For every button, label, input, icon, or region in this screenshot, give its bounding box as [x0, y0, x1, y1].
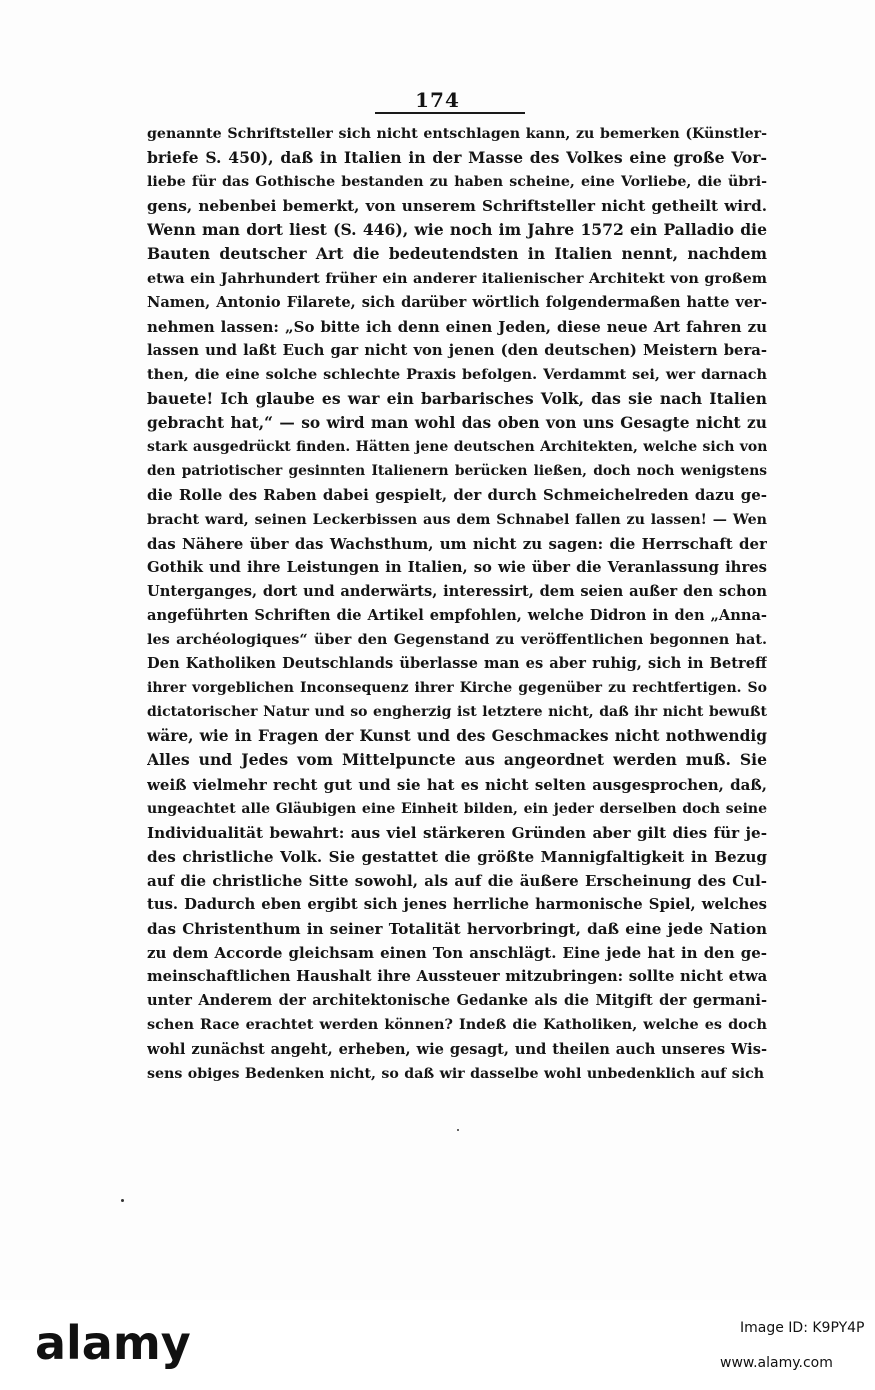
text-line: Wenn man dort liest (S. 446), wie noch im Jahre 1572 ein Palladio die	[147, 220, 767, 240]
text-line: wäre, wie in Fragen der Kunst und des Geschmackes nicht nothwendig	[147, 727, 767, 746]
text-line: ungeachtet alle Gläubigen eine Einheit bilden, ein jeder derselben doch seine	[147, 800, 767, 817]
text-line: unter Anderem der architektonische Gedanke als die Mitgift der germani-	[147, 992, 767, 1010]
text-line: tus. Dadurch eben ergibt sich jenes herrliche harmonische Spiel, welches	[147, 896, 767, 913]
text-line: liebe für das Gothische bestanden zu haben scheine, eine Vorliebe, die übri-	[147, 174, 767, 191]
text-line: genannte Schriftsteller sich nicht entschlagen kann, zu bemerken (Künstler-	[147, 126, 767, 142]
text-line: les archéologiques“ über den Gegenstand zu veröffentlichen begonnen hat.	[147, 630, 767, 648]
text-line: schen Race erachtet werden können? Indeß die Katholiken, welche es doch	[147, 1016, 767, 1034]
alamy-logo	[35, 1315, 205, 1375]
text-line: Alles und Jedes vom Mittelpuncte aus angeordnet werden muß. Sie	[147, 750, 767, 770]
text-line: stark ausgedrückt finden. Hätten jene deutschen Architekten, welche sich von	[147, 439, 767, 456]
site-url: www.alamy.com	[720, 1355, 833, 1371]
text-line: meinschaftlichen Haushalt ihre Aussteuer mitzubringen: sollte nicht etwa	[147, 968, 767, 986]
text-line: die Rolle des Raben dabei gespielt, der durch Schmeichelreden dazu ge-	[147, 486, 767, 505]
text-line: bracht ward, seinen Leckerbissen aus dem Schnabel fallen zu lassen! — Wen	[147, 511, 767, 528]
text-line: zu dem Accorde gleichsam einen Ton anschlägt. Eine jede hat in den ge-	[147, 944, 767, 963]
text-line: bauete! Ich glaube es war ein barbarisches Volk, das sie nach Italien	[147, 389, 767, 409]
ink-speck	[121, 1199, 124, 1202]
text-line: Bauten deutscher Art die bedeutendsten in Italien nennt, nachdem	[147, 244, 767, 264]
text-line: des christliche Volk. Sie gestattet die größte Mannigfaltigkeit in Bezug	[147, 847, 767, 866]
text-line: then, die eine solche schlechte Praxis befolgen. Verdammt sei, wer darnach	[147, 365, 767, 383]
text-line: briefe S. 450), daß in Italien in der Masse des Volkes eine große Vor-	[147, 148, 767, 168]
text-line: weiß vielmehr recht gut und sie hat es nicht selten ausgesprochen, daß,	[147, 775, 767, 794]
text-line: wohl zunächst angeht, erheben, wie gesagt, und theilen auch unseres Wis-	[147, 1040, 767, 1058]
ink-speck	[457, 1129, 459, 1131]
text-line: angeführten Schriften die Artikel empfohlen, welche Didron in den „Anna-	[147, 606, 767, 624]
text-line: sens obiges Bedenken nicht, so daß wir dasselbe wohl unbedenklich auf sich	[147, 1065, 765, 1082]
text-line: gebracht hat,“ — so wird man wohl das oben von uns Gesagte nicht zu	[147, 414, 767, 433]
logo-text: alamy	[35, 1316, 191, 1370]
text-line: Individualität bewahrt: aus viel stärkeren Gründen aber gilt dies für je-	[147, 823, 767, 842]
page-number: 174	[415, 88, 460, 112]
text-line: gens, nebenbei bemerkt, von unserem Schriftsteller nicht getheilt wird.	[147, 197, 767, 216]
text-line: dictatorischer Natur und so engherzig ist letztere nicht, daß ihr nicht bewußt	[147, 704, 767, 721]
text-line: lassen und laßt Euch gar nicht von jenen (den deutschen) Meistern bera-	[147, 341, 767, 359]
text-line: den patriotischer gesinnten Italienern berücken ließen, doch noch wenigstens	[147, 463, 767, 480]
text-line: Gothik und ihre Leistungen in Italien, so wie über die Veranlassung ihres	[147, 558, 767, 576]
text-line: Den Katholiken Deutschlands überlasse man es aber ruhig, sich in Betreff	[147, 655, 767, 673]
text-line: nehmen lassen: „So bitte ich denn einen Jeden, diese neue Art fahren zu	[147, 317, 767, 336]
text-line: ihrer vorgeblichen Inconsequenz ihrer Kirche gegenüber zu rechtfertigen. So	[147, 680, 767, 697]
text-line: das Christenthum in seiner Totalität hervorbringt, daß eine jede Nation	[147, 920, 767, 939]
text-line: etwa ein Jahrhundert früher ein anderer italienischer Architekt von großem	[147, 269, 767, 287]
body-text	[147, 122, 767, 1086]
text-line: das Nähere über das Wachsthum, um nicht zu sagen: die Herrschaft der	[147, 534, 767, 553]
text-line: Unterganges, dort und anderwärts, interessirt, dem seien außer den schon	[147, 582, 767, 600]
text-line: auf die christliche Sitte sowohl, als auf die äußere Erscheinung des Cul-	[147, 871, 767, 890]
image-id: Image ID: K9PY4P	[740, 1320, 865, 1336]
text-line: Namen, Antonio Filarete, sich darüber wörtlich folgendermaßen hatte ver-	[147, 293, 767, 311]
header-rule	[375, 112, 525, 114]
